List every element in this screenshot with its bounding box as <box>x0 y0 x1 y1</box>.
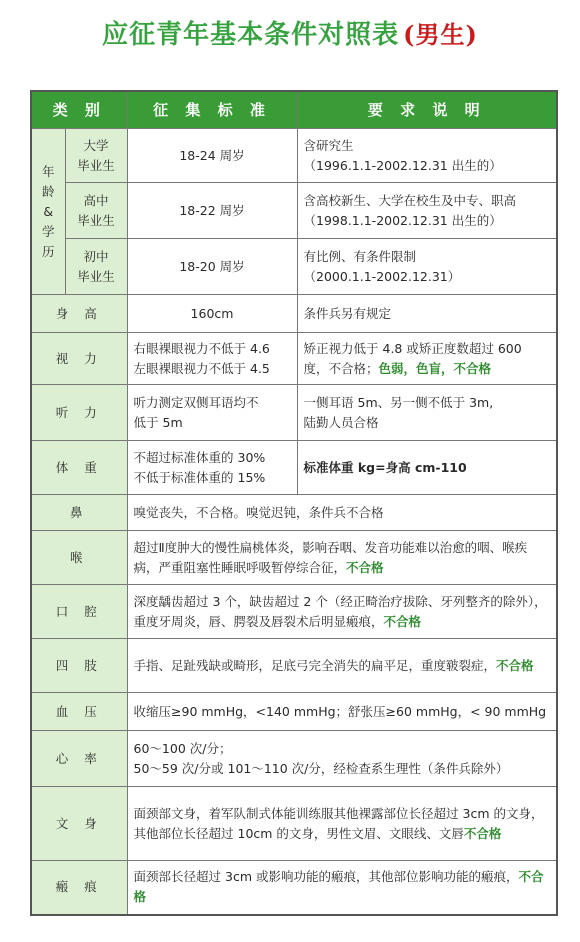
table-row <box>31 787 557 861</box>
age-requirement: 含高校新生、大学在校生及中专、职高 （1998.1.1-2002.12.31 出生的） <box>297 183 557 239</box>
nose-requirement: 嗅觉丧失，不合格。嗅觉迟钝，条件兵不合格 <box>127 495 557 531</box>
table-row <box>31 385 557 441</box>
age-education-category: 年 龄 & 学 历 <box>31 129 65 295</box>
hearing-requirement: 一侧耳语 5m、另一侧不低于 3m, 陆勤人员合格 <box>297 385 557 441</box>
hearing-standard: 听力测定双侧耳语均不 低于 5m <box>127 385 297 441</box>
age-standard: 18-22 周岁 <box>127 183 297 239</box>
height-standard: 160cm <box>127 295 297 333</box>
scar-label: 瘢 痕 <box>31 861 127 915</box>
nose-label: 鼻 <box>31 495 127 531</box>
age-standard: 18-20 周岁 <box>127 239 297 295</box>
table-header-row <box>31 91 557 129</box>
table-row <box>31 585 557 639</box>
table-row <box>31 693 557 731</box>
hearing-label: 听 力 <box>31 385 127 441</box>
age-requirement: 含研究生 （1996.1.1-2002.12.31 出生的） <box>297 129 557 183</box>
table-row <box>31 861 557 915</box>
header-requirement: 要 求 说 明 <box>297 91 557 129</box>
table-row <box>31 531 557 585</box>
throat-requirement: 超过Ⅱ度肿大的慢性扁桃体炎，影响吞咽、发音功能难以治愈的咽、喉疾病，严重阻塞性睡眠呼吸暂停综合征，不合格 <box>127 531 557 585</box>
vision-requirement: 矫正视力低于 4.8 或矫正度数超过 600 度，不合格；色弱，色盲，不合格 <box>297 333 557 385</box>
vision-standard: 右眼裸眼视力不低于 4.6 左眼裸眼视力不低于 4.5 <box>127 333 297 385</box>
vision-label: 视 力 <box>31 333 127 385</box>
bp-label: 血 压 <box>31 693 127 731</box>
table-row <box>31 639 557 693</box>
table-row <box>31 731 557 787</box>
mouth-label: 口 腔 <box>31 585 127 639</box>
header-category: 类 别 <box>31 91 127 129</box>
table-row <box>31 441 557 495</box>
page-title <box>0 14 580 51</box>
mouth-requirement: 深度龋齿超过 3 个，缺齿超过 2 个（经正畸治疗拔除、牙列整齐的除外），重度牙周炎，唇、腭裂及唇裂术后明显瘢痕，不合格 <box>127 585 557 639</box>
height-requirement: 条件兵另有规定 <box>297 295 557 333</box>
heart-label: 心 率 <box>31 731 127 787</box>
age-subcategory: 大学 毕业生 <box>65 129 127 183</box>
tattoo-requirement: 面颈部文身，着军队制式体能训练服其他裸露部位长径超过 3cm 的文身，其他部位长径超过 10cm 的文身，男性文眉、文眼线、文唇不合格 <box>127 787 557 861</box>
age-requirement: 有比例、有条件限制 （2000.1.1-2002.12.31） <box>297 239 557 295</box>
throat-label: 喉 <box>31 531 127 585</box>
tattoo-label: 文 身 <box>31 787 127 861</box>
title-gender: (男生) <box>403 20 478 49</box>
table-row <box>31 239 557 295</box>
table-row <box>31 183 557 239</box>
weight-label: 体 重 <box>31 441 127 495</box>
weight-requirement: 标准体重 kg=身高 cm-110 <box>297 441 557 495</box>
weight-standard: 不超过标准体重的 30% 不低于标准体重的 15% <box>127 441 297 495</box>
table-row <box>31 495 557 531</box>
age-subcategory: 初中 毕业生 <box>65 239 127 295</box>
age-subcategory: 高中 毕业生 <box>65 183 127 239</box>
scar-requirement: 面颈部长径超过 3cm 或影响功能的瘢痕，其他部位影响功能的瘢痕，不合格 <box>127 861 557 915</box>
table-row <box>31 333 557 385</box>
title-text: 应征青年基本条件对照表 <box>102 20 400 50</box>
limbs-label: 四 肢 <box>31 639 127 693</box>
age-standard: 18-24 周岁 <box>127 129 297 183</box>
header-standard: 征 集 标 准 <box>127 91 297 129</box>
conditions-table <box>30 90 558 916</box>
bp-requirement: 收缩压≥90 mmHg，<140 mmHg；舒张压≥60 mmHg，< 90 mmHg <box>127 693 557 731</box>
limbs-requirement: 手指、足趾残缺或畸形，足底弓完全消失的扁平足，重度皲裂症，不合格 <box>127 639 557 693</box>
table-row <box>31 295 557 333</box>
height-label: 身 高 <box>31 295 127 333</box>
table-row <box>31 129 557 183</box>
heart-requirement: 60～100 次/分； 50～59 次/分或 101～110 次/分，经检查系生理性（条件兵除外） <box>127 731 557 787</box>
